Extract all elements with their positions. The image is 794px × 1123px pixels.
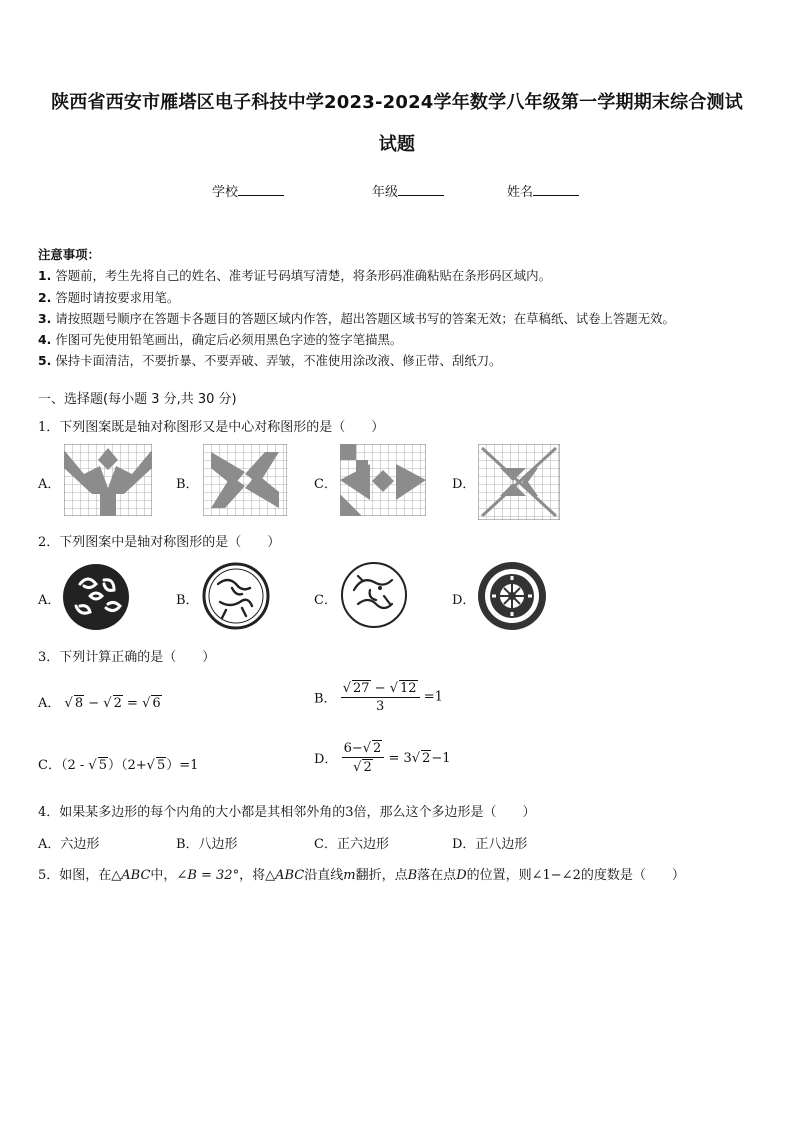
q1-figure-d [478,444,560,520]
grade-blank [398,183,444,196]
school-blank [238,183,284,196]
question-5-stem: 5．如图，在△ABC中，∠B = 32°，将△ABC沿直线m翻折，点B落在点D的位置，则∠1−∠2的度数是（ ） [38,868,685,883]
q2-figure-b-tiger-medallion [202,562,270,630]
q1-figure-b [203,444,287,516]
q1-figure-c [340,444,426,516]
note-item: 3. 请按照题号顺序在答题卡各题目的答题区域内作答，超出答题区域书写的答案无效；在草稿纸、试卷上答题无效。 [38,310,675,326]
q1-option-d-label: D． [452,477,476,492]
note-item: 4. 作图可先使用铅笔画出，确定后必须用黑色字迹的签字笔描黑。 [38,332,403,348]
q3-option-c: C．（2 - √ 5）（2+√ 5）=1 [38,758,199,773]
name-label: 姓名 [507,185,534,200]
q2-option-c-label: C． [314,593,337,608]
q4-option-b: B．八边形 [176,837,238,852]
q1-figure-a [64,444,152,516]
exam-title-line2: 试题 [378,134,416,155]
q2-option-a-label: A． [38,593,61,608]
q4-option-d: D．正八边形 [452,837,528,852]
exam-title-line1: 陕西省西安市雁塔区电子科技中学2023-2024学年数学八年级第一学期期末综合测试 [51,92,743,113]
name-field [507,181,579,200]
note-item: 5. 保持卡面清洁，不要折暴、不要弄破、弄皱，不准使用涂改液、修正带、刮纸刀。 [38,353,502,369]
q2-option-b-label: B． [176,593,199,608]
q3-option-d: D． $\frac{6-√ 2}{√ 2}$ = 3√ 2−1 [314,741,451,775]
notes-block [38,244,768,372]
question-1-stem: 1．下列图案既是轴对称图形又是中心对称图形的是（ ） [38,420,385,435]
q4-option-c: C．正六边形 [314,837,389,852]
question-4-stem: 4．如果某多边形的每个内角的大小都是其相邻外角的3倍，那么这个多边形是（ ） [38,805,536,820]
q2-figure-a-cloud-medallion [60,562,132,632]
school-label: 学校 [212,185,239,200]
notes-heading: 注意事项： [38,247,100,262]
note-item: 2. 答题时请按要求用笔。 [38,289,180,305]
question-3-stem: 3．下列计算正确的是（ ） [38,650,216,665]
q2-option-d-label: D． [452,593,476,608]
school-field [212,181,284,200]
q1-option-a-label: A． [38,477,61,492]
q2-figure-c-dragon-medallion [340,560,408,630]
name-blank [533,183,579,196]
question-2-stem: 2．下列图案中是轴对称图形的是（ ） [38,535,281,550]
q1-option-b-label: B． [176,477,199,492]
grade-field [372,181,444,200]
note-item: 1. 答题前，考生先将自己的姓名、准考证号码填写清楚，将条形码准确粘贴在条形码区域内。 [38,268,551,284]
q4-option-a: A．六边形 [38,837,100,852]
q3-option-b: B． $\frac{√ 27 - √ 12}{3}$ =1 [314,681,443,714]
q3-option-a: A． √ 8 − √ 2 = √ 6 [38,696,161,711]
q2-figure-d-wheel-medallion [476,560,548,632]
q1-option-c-label: C． [314,477,337,492]
grade-label: 年级 [372,185,399,200]
section-heading: 一、选择题(每小题 3 分,共 30 分) [38,392,237,407]
